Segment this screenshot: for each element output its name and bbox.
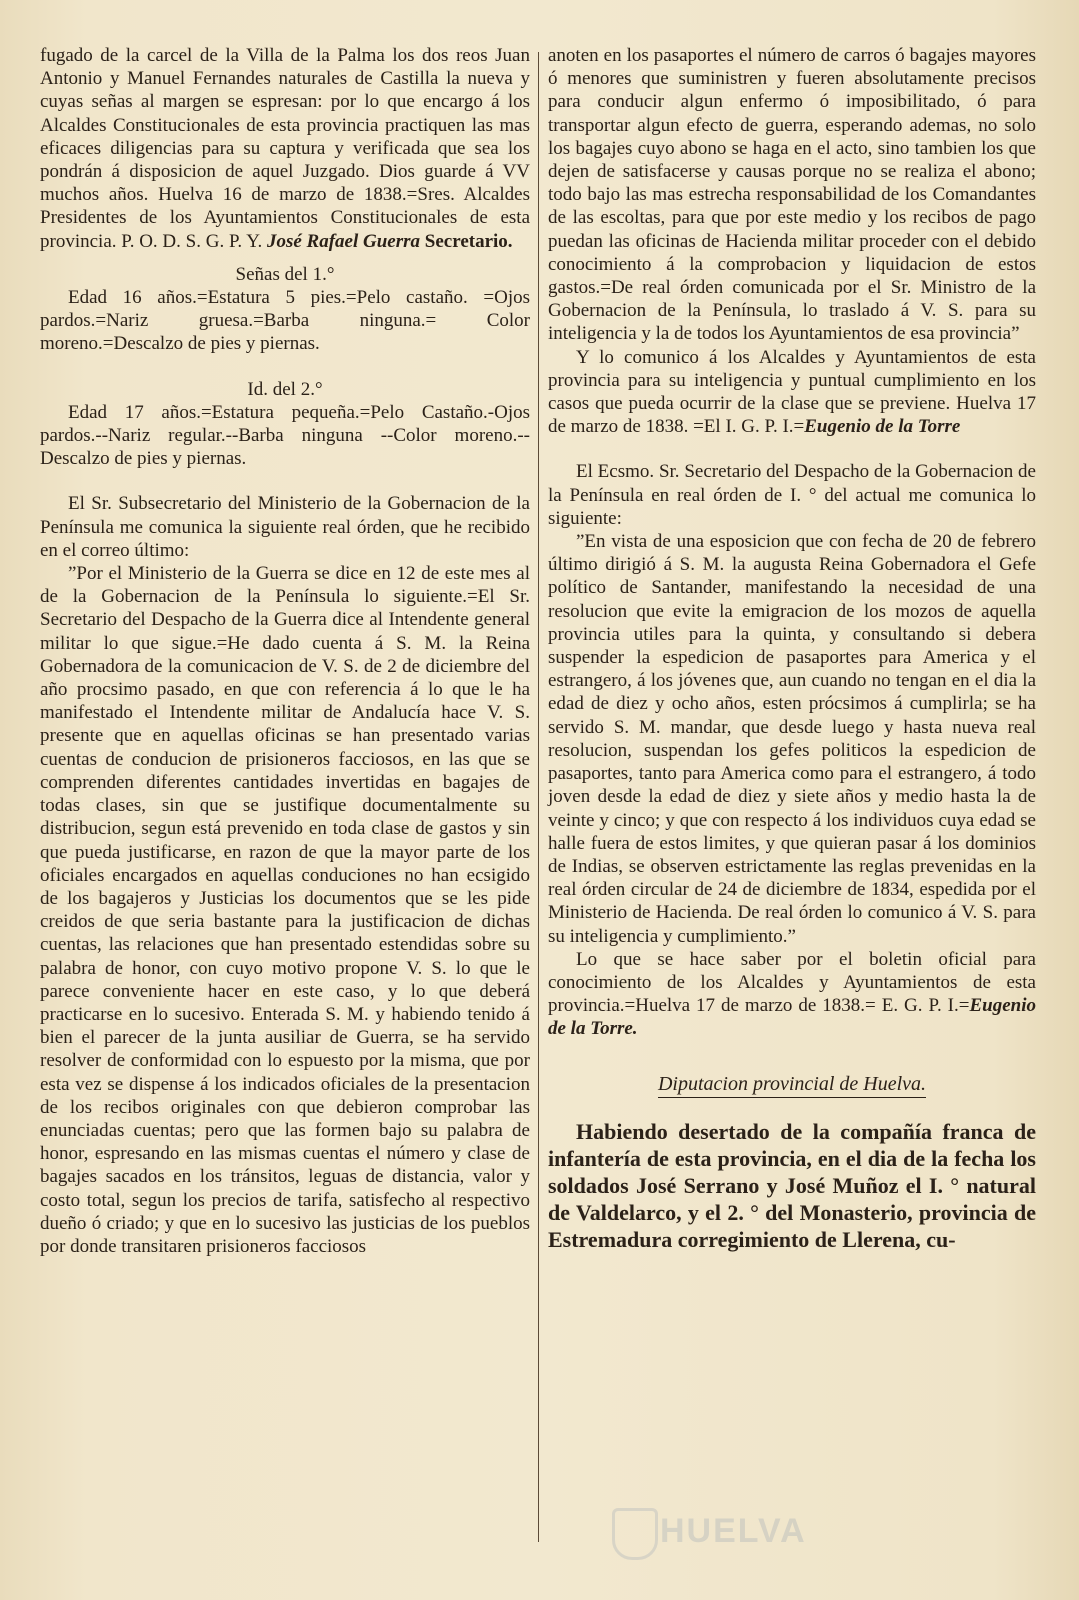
left-column: [40, 44, 530, 1258]
column-divider: [538, 52, 539, 1542]
closing-paragraph: [548, 948, 1036, 1041]
order-body: ”Por el Ministerio de la Guerra se dice en 12 de este mes al de la Gobernacion de la Península lo siguiente.=El Sr. Secretario del Despacho de la Guerra dice al Intendente general militar lo que sigue.=He dado cuenta á S. M. la Reina Gobernadora de la comunicacion de V. S. de 2 de diciembre del año procsimo pasado, en que con referencia á lo que le ha manifestado el Intendente militar de Andalucía hace V. S. presente que en aquellas oficinas se han presentado varias cuentas de conducion de prisioneros facciosos, en las que se comprenden diferentes cantidades invertidas en bagajes de todas clases, sin que se justifique documentalmente su distribucion, segun está prevenido en toda clase de gastos y sin que pueda justificarse, en razon de que la mayor parte de los oficiales encargados en aquellas conduciones no han ecsigido de los bagajeros y Justicias los documentos que se les pide creidos de que seria bastante para la justificacion de dichas cuentas, las relaciones que han presentado estendidas sobre su palabra de honor, con cuyo motivo propone V. S. lo que le parece conveniente hacer en este caso, y lo que deberá practicarse en lo sucesivo. Enterada S. M. y habiendo tenido á bien el parecer de la junta ausiliar de Guerra, se ha servido resolver de conformidad con lo espuesto por la misma, que por esta vez se dispense á los indicados oficiales de la presentacion de los recibos originales con que debieron comprobar las enunciadas cuentas; pero que las formen bajo su palabra de honor, espresando en las mismas cuentas el número y clase de bagajes sacados en los tránsitos, leguas de distancia, valor y costo total, segun los precios de tarifa, satisfecho al respectivo dueño ó criado; y que en lo sucesivo las justicias de los pueblos por donde transitaren prisioneros facciosos: [40, 563, 530, 1257]
watermark-shield-icon: [612, 1508, 658, 1560]
senas-1-heading: Señas del 1.°: [235, 263, 335, 285]
second-order-intro: El Ecsmo. Sr. Secretario del Despacho de la Gobernacion de la Península en real órden de I. ° del actual me comunica lo siguiente:: [548, 461, 1036, 529]
senas-1-text: Edad 16 años.=Estatura 5 pies.=Pelo castaño. =Ojos pardos.=Nariz gruesa.=Barba ninguna.= Color moreno.=Descalzo de pies y piernas.: [40, 287, 530, 355]
closing-text: Lo que se hace saber por el boletin oficial para conocimiento de los Alcaldes y Ayuntamientos de esta provincia.=Huelva 17 de marzo de 1838.= E. G. P. I.=: [548, 948, 1036, 1017]
section-heading: [548, 1073, 1036, 1096]
senas-2-heading: Id. del 2.°: [247, 378, 323, 400]
watermark: HUELVA: [660, 1512, 807, 1550]
order-intro: El Sr. Subsecretario del Ministerio de la Gobernacion de la Península me comunica la siguiente real órden, que he recibido en el correo último:: [40, 493, 530, 561]
second-order-body: ”En vista de una esposicion que con fecha de 20 de febrero último dirigió á S. M. la augusta Reina Gobernadora el Gefe político de Santander, manifestando la necesidad de una resolucion que evite la emigracion de los mozos de aquella provincia utiles para la quinta, y consultando si debera suspender la espedicion de pasaportes para America y el estrangero, á los jóvenes que, aun cuando no tengan en el dia la edad de diez y ocho años, esten prócsimos á cumplirla; se ha servido S. M. mandar, que desde luego y hasta nueva real resolucion, suspendan los gefes politicos la espedicion de pasaportes, tanto para America como para el estrangero, á todo joven desde la edad de diez y siete años y medio hasta la de veinte y cinco; y que con respecto á los individuos cuya edad se halle fuera de estos limites, y que quieran pasar á los dominios de Indias, se observen estrictamente las reglas prevenidas en la real órden circular de 24 de diciembre de 1834, espedida por el Ministerio de Hacienda. De real órden lo comunico á V. S. para su inteligencia y cumplimiento.”: [548, 531, 1036, 947]
intro-text: fugado de la carcel de la Villa de la Palma los dos reos Juan Antonio y Manuel Fernandes naturales de Castilla la nueva y cuyas señas al margen se espresan: por lo que encargo á los Alcaldes Constitucionales de esta provincia practiquen las mas eficaces diligencias para su captura y verificada que sea los pondrán á disposicion de aquel Juzgado. Dios guarde á VV muchos años. Huelva 16 de marzo de 1838.=Sres. Alcaldes Presidentes de los Ayuntamientos Constitucionales de esta provincia. P. O. D. S. G. P. Y.: [40, 45, 530, 252]
closing-signature: Eugenio de la Torre.: [548, 995, 1036, 1040]
intro-signature-title: Secretario.: [424, 230, 513, 252]
intro-signature: José Rafael Guerra: [266, 230, 421, 252]
senas-2-text: Edad 17 años.=Estatura pequeña.=Pelo Castaño.-Ojos pardos.--Nariz regular.--Barba ninguna --Color moreno.--Descalzo de pies y piernas.: [40, 401, 530, 470]
section-heading-text: Diputacion provincial de Huelva.: [658, 1073, 926, 1098]
transmittal-paragraph: [548, 346, 1036, 439]
transmittal-signature: Eugenio de la Torre: [804, 416, 961, 438]
right-column: [548, 44, 1036, 1253]
desertion-paragraph: Habiendo desertado de la compañía franca de infantería de esta provincia, en el dia de la fecha los soldados José Serrano y José Muñoz el I. ° natural de Valdelarco, y el 2. ° del Monasterio, provincia de Estremadura corregimiento de Llerena, cu-: [548, 1118, 1036, 1252]
transmittal-text: Y lo comunico á los Alcaldes y Ayuntamientos de esta provincia para su inteligencia y puntual cumplimiento en los casos que pueda ocurrir de la clase que se previene. Huelva 17 de marzo de 1838. =El I. G. P. I.=: [548, 346, 1036, 438]
intro-paragraph: [40, 44, 530, 253]
continuation-text: anoten en los pasaportes el número de carros ó bagajes mayores ó menores que suministren y fueren absolutamente precisos para conducir algun enfermo ó imposibilitado, ó para transportar algun efecto de guerra, esperando ademas, no solo los bagajes cuyo abono se haga en el acto, sino tambien los que dejen de satisfacerse y causas porque no se realiza el abono; todo bajo las mas estrecha responsabilidad de los Comandantes de las escoltas, para que por este medio y los recibos de pago puedan las oficinas de Hacienda militar proceder con el debido conocimiento á la comprobacion y liquidacion de estos gastos.=De real órden comunicada por el Sr. Ministro de la Gobernacion de la Península, lo traslado á V. S. para su inteligencia y la de todos los Ayuntamientos de esa provincia”: [548, 45, 1036, 345]
